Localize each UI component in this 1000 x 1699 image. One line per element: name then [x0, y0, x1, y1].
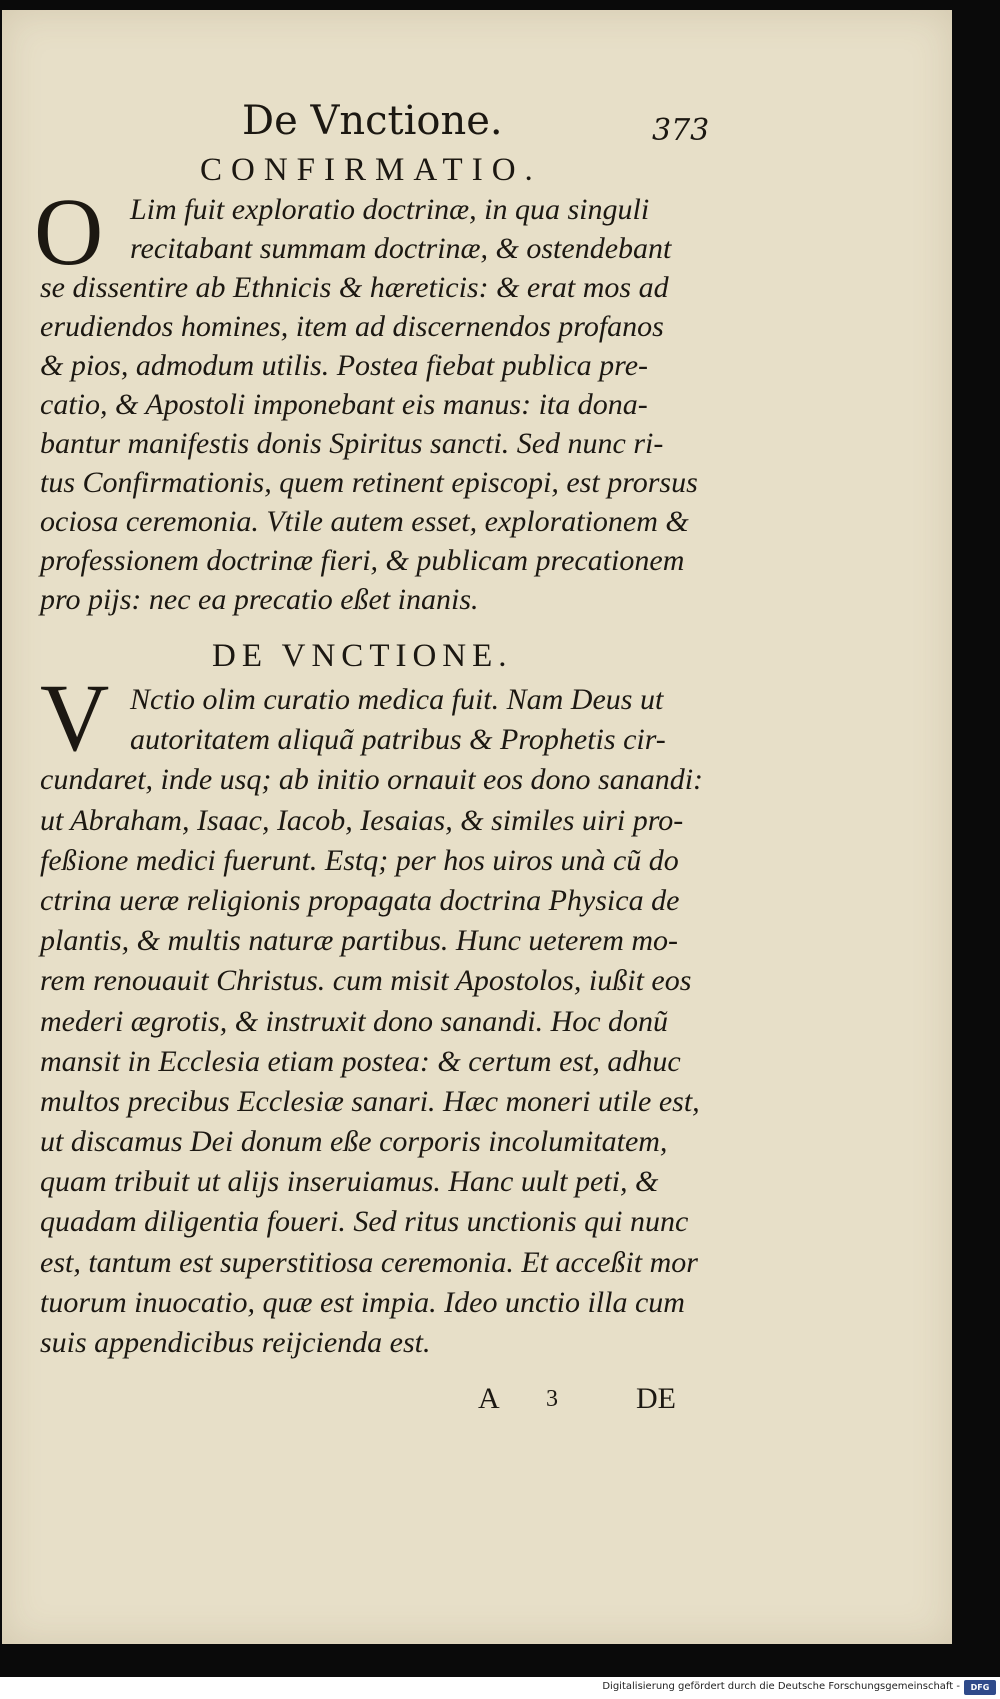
text-line: feßione medici fuerunt. Estq; per hos uiros unà cũ do — [40, 843, 679, 877]
text-line: mederi ægrotis, & instruxit dono sanandi. Hoc donũ — [40, 1004, 669, 1038]
signature-mark: A — [478, 1382, 500, 1415]
text-line: tuorum inuocatio, quæ est impia. Ideo unctio illa cum — [40, 1285, 685, 1319]
credit-bar — [0, 1677, 1000, 1699]
section-heading-de-unctione: DE VNCTIONE. — [212, 638, 513, 674]
text-line: professionem doctrinæ fieri, & publicam precationem — [40, 544, 685, 577]
text-line: quadam diligentia foueri. Sed ritus unctionis qui nunc — [40, 1205, 689, 1239]
text-line: & pios, admodum utilis. Postea fiebat publica pre- — [40, 349, 649, 382]
paragraph-confirmatio — [40, 190, 720, 619]
text-line: bantur manifestis donis Spiritus sancti. Sed nunc ri- — [40, 427, 664, 460]
text-line: recitabant summam doctrinæ, & ostendebant — [130, 232, 672, 265]
text-line: se dissentire ab Ethnicis & hæreticis: & erat mos ad — [40, 271, 669, 304]
text-line: Lim fuit exploratio doctrinæ, in qua singuli — [130, 193, 650, 226]
text-line: mansit in Ecclesia etiam postea: & certum est, adhuc — [40, 1044, 681, 1078]
catchword: DE — [636, 1382, 676, 1415]
text-line: rem renouauit Christus. cum misit Apostolos, iußit eos — [40, 964, 692, 998]
text-line: tus Confirmationis, quem retinent episcopi, est prorsus — [40, 466, 698, 499]
credit-text: Digitalisierung gefördert durch die Deutsche Forschungsgemeinschaft - — [602, 1681, 960, 1692]
dfg-logo-icon: DFG — [964, 1680, 996, 1695]
text-line: est, tantum est superstitiosa ceremonia. Et acceßit mor — [40, 1245, 698, 1279]
text-line: ut Abraham, Isaac, Iacob, Iesaias, & similes uiri pro- — [40, 803, 684, 837]
text-line: erudiendos homines, item ad discernendos profanos — [40, 310, 664, 343]
text-line: Nctio olim curatio medica fuit. Nam Deus ut — [130, 683, 664, 716]
text-line: suis appendicibus reijcienda est. — [40, 1326, 431, 1359]
text-line: multos precibus Ecclesiæ sanari. Hæc moneri utile est, — [40, 1084, 700, 1118]
text-line: catio, & Apostoli imponebant eis manus: ita dona- — [40, 388, 648, 421]
text-line: ociosa ceremonia. Vtile autem esset, explorationem & — [40, 505, 689, 538]
drop-cap-initial: O — [34, 178, 104, 285]
text-line: quam tribuit ut alijs inseruiamus. Hanc uult peti, & — [40, 1165, 659, 1199]
text-line: ut discamus Dei donum eße corporis incolumitatem, — [40, 1125, 668, 1159]
signature-number: 3 — [546, 1386, 558, 1412]
section-heading-confirmatio: CONFIRMATIO. — [200, 152, 542, 188]
running-head: De Vnctione. — [242, 98, 503, 144]
text-line: plantis, & multis naturæ partibus. Hunc ueterem mo- — [40, 924, 679, 958]
paragraph-de-unctione — [40, 680, 720, 1363]
text-line: ctrina ueræ religionis propagata doctrina Physica de — [40, 883, 680, 917]
text-line: autoritatem aliquã patribus & Prophetis cir- — [130, 723, 666, 757]
page-number: 373 — [652, 113, 710, 148]
text-line: cundaret, inde usq; ab initio ornauit eos dono sanandi: — [40, 763, 704, 797]
text-line: pro pijs: nec ea precatio eßet inanis. — [40, 583, 479, 616]
drop-cap-initial: V — [40, 664, 110, 771]
book-page — [2, 10, 952, 1644]
